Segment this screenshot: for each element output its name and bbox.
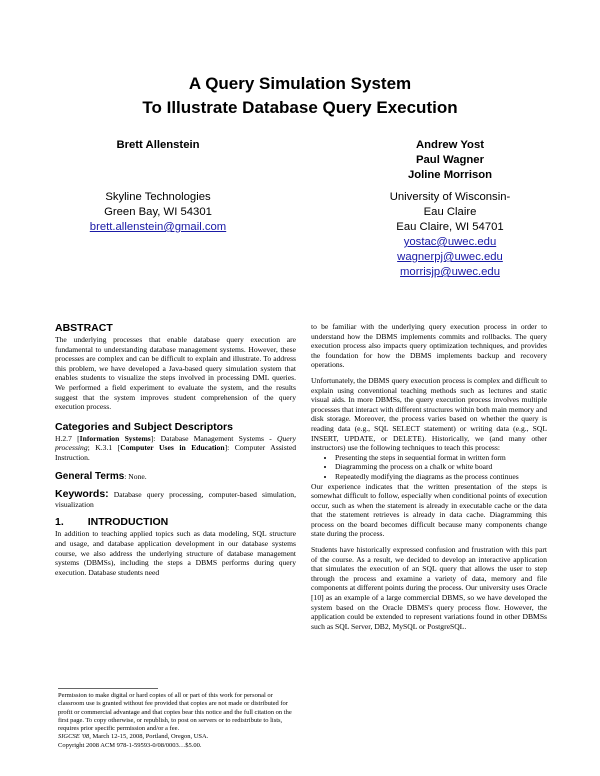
author-name: Paul Wagner xyxy=(415,154,484,166)
author-address: Green Bay, WI 54301 xyxy=(104,206,212,218)
general-terms: General Terms: None. xyxy=(55,470,147,482)
conference-info: SIGCSE '08, March 12-15, 2008, Portland, Oregon, USA. xyxy=(58,733,209,741)
author-name: Brett Allenstein xyxy=(116,139,200,151)
author-name: Andrew Yost xyxy=(415,139,484,151)
paper-title-line-2: To Illustrate Database Query Execution xyxy=(142,98,458,117)
paragraph: to be familiar with the underlying query execution process in order to understand how the DBMS implements commits and rollbacks. The query execution process also impacts query optimization techniques, and provides the foundation for how the DBMS implements backup and recovery operations. xyxy=(311,322,547,370)
list-item: • Repeatedly modifying the diagrams as the process continues xyxy=(335,472,547,482)
keywords-heading: Keywords: xyxy=(55,488,109,501)
permission-notice xyxy=(58,692,294,750)
bullet-list xyxy=(311,453,547,482)
author-email-link[interactable]: yostac@uwec.edu xyxy=(403,236,497,248)
paper-title-line-1: A Query Simulation System xyxy=(188,74,412,93)
author-email-link[interactable]: brett.allenstein@gmail.com xyxy=(89,221,227,233)
author-address: Eau Claire, WI 54701 xyxy=(396,221,504,233)
abstract-text: The underlying processes that enable database query execution are fundamental to understanding database management systems. However, these processes are complex and can be difficult to explain and illustrate. To address this problem, we have developed a Java-based query simulation system that enables students to visualize the steps involved in processing DML queries. We performed a field experiment to evaluate the system, and the results suggest that the system improves student comprehension of the query execution process. xyxy=(55,335,296,412)
list-item: • Diagramming the process on a chalk or white board xyxy=(335,462,547,472)
paragraph: Unfortunately, the DBMS query execution process is complex and difficult to explain using conventional teaching methods such as lectures and static visual aids. In more DBMSs, the query execution process involves multiple processes that interact with different structures within both main memory and disk storage. Moreover, the process varies based on whether the query is reading data (e.g., SQL SELECT statement) or writing data (e.g., SQL INSERT, UPDATE, or DELETE). Historically, we (and many other instructors) use the following techniques to teach this process: xyxy=(311,375,547,453)
footnote-rule xyxy=(58,688,158,689)
categories-text: H.2.7 [Information Systems]: Database Management Systems - Query processing; K.3.1 [Computer Uses in Education]: Computer Assisted Instruction. xyxy=(55,433,297,462)
copyright-line: Copyright 2008 ACM 978-1-59593-0/08/0003…$5.00. xyxy=(58,741,202,749)
author-email-link[interactable]: wagnerpj@uwec.edu xyxy=(397,251,503,263)
general-terms-heading: General Terms xyxy=(55,470,125,482)
author-affiliation: Skyline Technologies xyxy=(105,191,211,203)
abstract-heading: ABSTRACT xyxy=(55,322,113,334)
author-block-right xyxy=(360,138,540,280)
paragraph: Students have historically expressed confusion and frustration with this part of the course. As a result, we decided to develop an interactive application that simulates the execution of an SQL query that allows the user to step through the process and examine a variety of data, memory and file components at different points during the process. Our university uses Oracle [10] as an example of a large commercial DBMS, so we have developed the system based on the Oracle DBMS's query process flow. However, the application could be extended to represent variations found in other DBMSs such as SQL Server, DB2, MySQL or PostgreSQL. xyxy=(311,545,547,631)
author-affiliation: Eau Claire xyxy=(423,206,477,218)
author-name: Joline Morrison xyxy=(407,169,493,181)
paragraph: Our experience indicates that the written presentation of the steps is somewhat difficult to follow, especially when conditional points of execution occur, such as when the statement is already in executable cache or the data that the statement retrieves is already in data cache. Diagramming this process on the board becomes difficult because many components change state during the process. xyxy=(311,481,547,539)
right-column xyxy=(311,322,547,631)
author-email-link[interactable]: morrisjp@uwec.edu xyxy=(400,266,500,278)
categories-heading: Categories and Subject Descriptors xyxy=(55,420,233,433)
keywords: Keywords: Database query processing, computer-based simulation, visualization xyxy=(55,488,296,509)
left-column xyxy=(55,322,296,577)
list-item: • Presenting the steps in sequential format in written form xyxy=(335,453,547,463)
permission-text: Permission to make digital or hard copies of all or part of this work for personal or classroom use is granted without fee provided that copies are not made or distributed for profit or commercial advantage and that copies bear this notice and the full citation on the first page. To copy otherwise, or republish, to post on servers or to redistribute to lists, requires prior specific permission and/or a fee. xyxy=(58,692,292,733)
introduction-text: In addition to teaching applied topics such as data modeling, SQL structure and usage, and database application development in our database systems course, we also address the underlying structure of database management systems (DBMSs), including the steps a DBMS performs during query execution. Database students need xyxy=(55,529,296,577)
introduction-heading: 1. INTRODUCTION xyxy=(55,516,169,529)
author-affiliation: University of Wisconsin- xyxy=(389,191,511,203)
author-block-left xyxy=(58,138,258,235)
